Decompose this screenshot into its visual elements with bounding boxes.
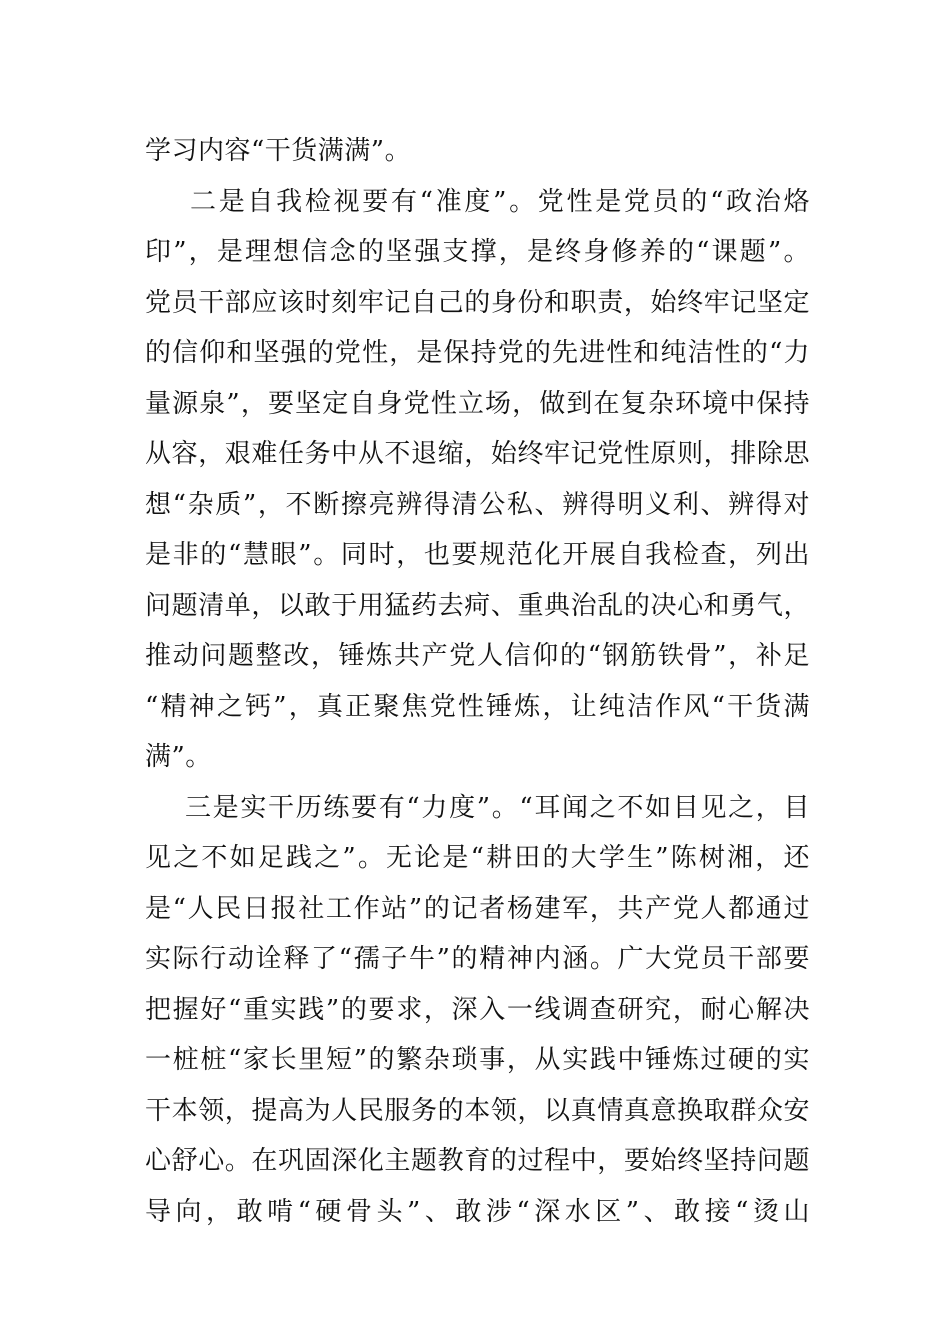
text-line: 量源泉”，要坚定自身党性立场，做到在复杂环境中保持: [145, 388, 810, 419]
text-line: 是“人民日报社工作站”的记者杨建军，共产党人都通过: [145, 893, 810, 924]
text-line: 见之不如足践之”。无论是“耕田的大学生”陈树湘，还: [145, 843, 810, 873]
paragraph-heading-line: 三是实干历练要有“力度”。“耳闻之不如目见之，目: [185, 792, 810, 823]
text-line: 的信仰和坚强的党性，是保持党的先进性和纯洁性的“力: [145, 338, 810, 368]
text-line: 推动问题整改，锤炼共产党人信仰的“钢筋铁骨”，补足: [145, 641, 810, 671]
text-line: 想“杂质”，不断擦亮辨得清公私、辨得明义利、辨得对: [145, 489, 810, 520]
text-line: 是非的“慧眼”。同时，也要规范化开展自我检查，列出: [145, 540, 810, 570]
text-line: 导向，敢啃“硬骨头”、敢涉“深水区”、敢接“烫山: [145, 1196, 810, 1227]
text-line: 满”。: [145, 742, 212, 772]
text-line: “精神之钙”，真正聚焦党性锤炼，让纯洁作风“干货满: [145, 691, 810, 722]
text-line: 一桩桩“家长里短”的繁杂琐事，从实践中锤炼过硬的实: [145, 1045, 810, 1075]
text-line: 党员干部应该时刻牢记自己的身份和职责，始终牢记坚定: [145, 287, 810, 318]
text-line: 问题清单，以敢于用猛药去疴、重典治乱的决心和勇气，: [145, 590, 810, 621]
text-line: 实际行动诠释了“孺子牛”的精神内涵。广大党员干部要: [145, 944, 810, 974]
text-line: 从容，艰难任务中从不退缩，始终牢记党性原则，排除思: [145, 439, 810, 469]
document-body: [145, 126, 810, 1237]
text-line: 学习内容“干货满满”。: [145, 136, 412, 166]
text-line: 心舒心。在巩固深化主题教育的过程中，要始终坚持问题: [145, 1146, 810, 1176]
text-line: 把握好“重实践”的要求，深入一线调查研究，耐心解决: [145, 994, 810, 1025]
paragraph-heading-line: 二是自我检视要有“准度”。党性是党员的“政治烙: [190, 186, 810, 217]
text-line: 印”，是理想信念的坚强支撑，是终身修养的“课题”。: [145, 237, 810, 267]
text-line: 干本领，提高为人民服务的本领，以真情真意换取群众安: [145, 1095, 810, 1126]
